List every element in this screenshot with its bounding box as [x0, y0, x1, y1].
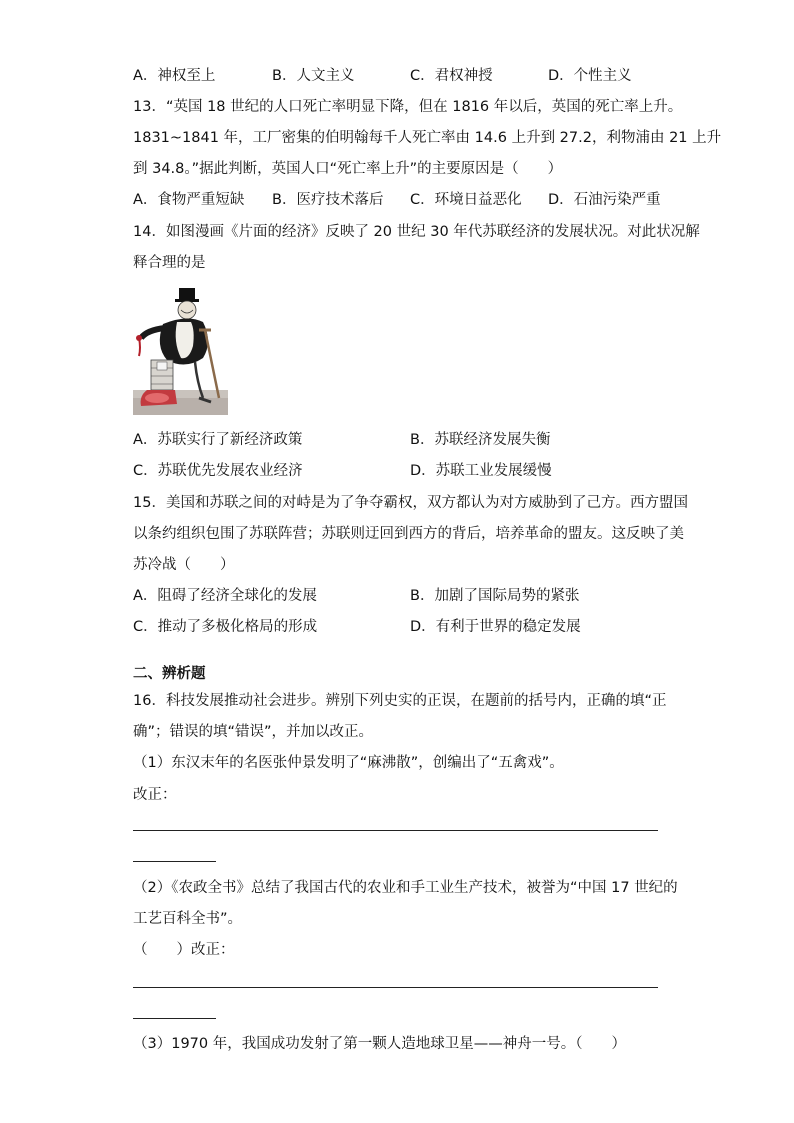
q13-option-d[interactable]: D．石油污染严重 — [548, 192, 661, 208]
answer-line-1-tail[interactable] — [133, 861, 216, 862]
q13-stem-line-1: 13．“英国 18 世纪的人口死亡率明显下降，但在 1816 年以后，英国的死亡率上升。 — [133, 99, 683, 115]
q13-option-b[interactable]: B．医疗技术落后 — [272, 192, 384, 208]
q14-option-d[interactable]: D．苏联工业发展缓慢 — [410, 463, 552, 479]
q16-correction-label-2: （ ）改正： — [133, 942, 235, 958]
q16-sub-3: （3）1970 年，我国成功发射了第一颗人造地球卫星——神舟一号。（ ） — [133, 1036, 626, 1052]
q16-sub-1: （1）东汉末年的名医张仲景发明了“麻沸散”，创编出了“五禽戏”。 — [133, 755, 564, 771]
answer-line-2[interactable] — [133, 987, 658, 988]
q15-stem-line-1: 15．美国和苏联之间的对峙是为了争夺霸权，双方都认为对方威胁到了己方。西方盟国 — [133, 495, 688, 511]
q16-correction-label-1: 改正： — [133, 787, 177, 803]
q14-stem-line-1: 14．如图漫画《片面的经济》反映了 20 世纪 30 年代苏联经济的发展状况。对此状况解 — [133, 224, 700, 240]
q14-option-a[interactable]: A．苏联实行了新经济政策 — [133, 432, 303, 448]
q13-stem-line-3: 到 34.8。”据此判断，英国人口“死亡率上升”的主要原因是（ ） — [133, 161, 563, 177]
q15-option-d[interactable]: D．有利于世界的稳定发展 — [410, 619, 581, 635]
q12-option-d[interactable]: D．个性主义 — [548, 68, 632, 84]
q12-option-b[interactable]: B．人文主义 — [272, 68, 355, 84]
answer-line-2-tail[interactable] — [133, 1018, 216, 1019]
q16-stem-line-1: 16．科技发展推动社会进步。辨别下列史实的正误，在题前的括号内，正确的填“正 — [133, 693, 667, 709]
q13-option-a[interactable]: A．食物严重短缺 — [133, 192, 245, 208]
q15-stem-line-2: 以条约组织包围了苏联阵营；苏联则迂回到西方的背后，培养革命的盟友。这反映了美 — [133, 526, 684, 542]
q16-sub-2-line-1: （2）《农政全书》总结了我国古代的农业和手工业生产技术，被誉为“中国 17 世纪的 — [133, 880, 678, 896]
q16-stem-line-2: 确”；错误的填“错误”，并加以改正。 — [133, 724, 374, 740]
q16-sub-2-line-2: 工艺百科全书”。 — [133, 911, 243, 927]
q15-stem-line-3: 苏冷战（ ） — [133, 557, 235, 573]
q14-option-c[interactable]: C．苏联优先发展农业经济 — [133, 463, 303, 479]
q15-option-c[interactable]: C．推动了多极化格局的形成 — [133, 619, 318, 635]
one-sided-economy-cartoon — [133, 286, 228, 415]
q13-stem-line-2: 1831~1841 年，工厂密集的伯明翰每千人死亡率由 14.6 上升到 27.2，利物浦由 21 上升 — [133, 130, 722, 146]
q12-option-c[interactable]: C．君权神授 — [410, 68, 493, 84]
q15-option-a[interactable]: A．阻碍了经济全球化的发展 — [133, 588, 317, 604]
q14-option-b[interactable]: B．苏联经济发展失衡 — [410, 432, 551, 448]
q14-stem-line-2: 释合理的是 — [133, 255, 206, 271]
section-2-title: 二、辨析题 — [133, 666, 206, 682]
q15-option-b[interactable]: B．加剧了国际局势的紧张 — [410, 588, 580, 604]
q12-option-a[interactable]: A．神权至上 — [133, 68, 216, 84]
answer-line-1[interactable] — [133, 830, 658, 831]
q13-option-c[interactable]: C．环境日益恶化 — [410, 192, 522, 208]
